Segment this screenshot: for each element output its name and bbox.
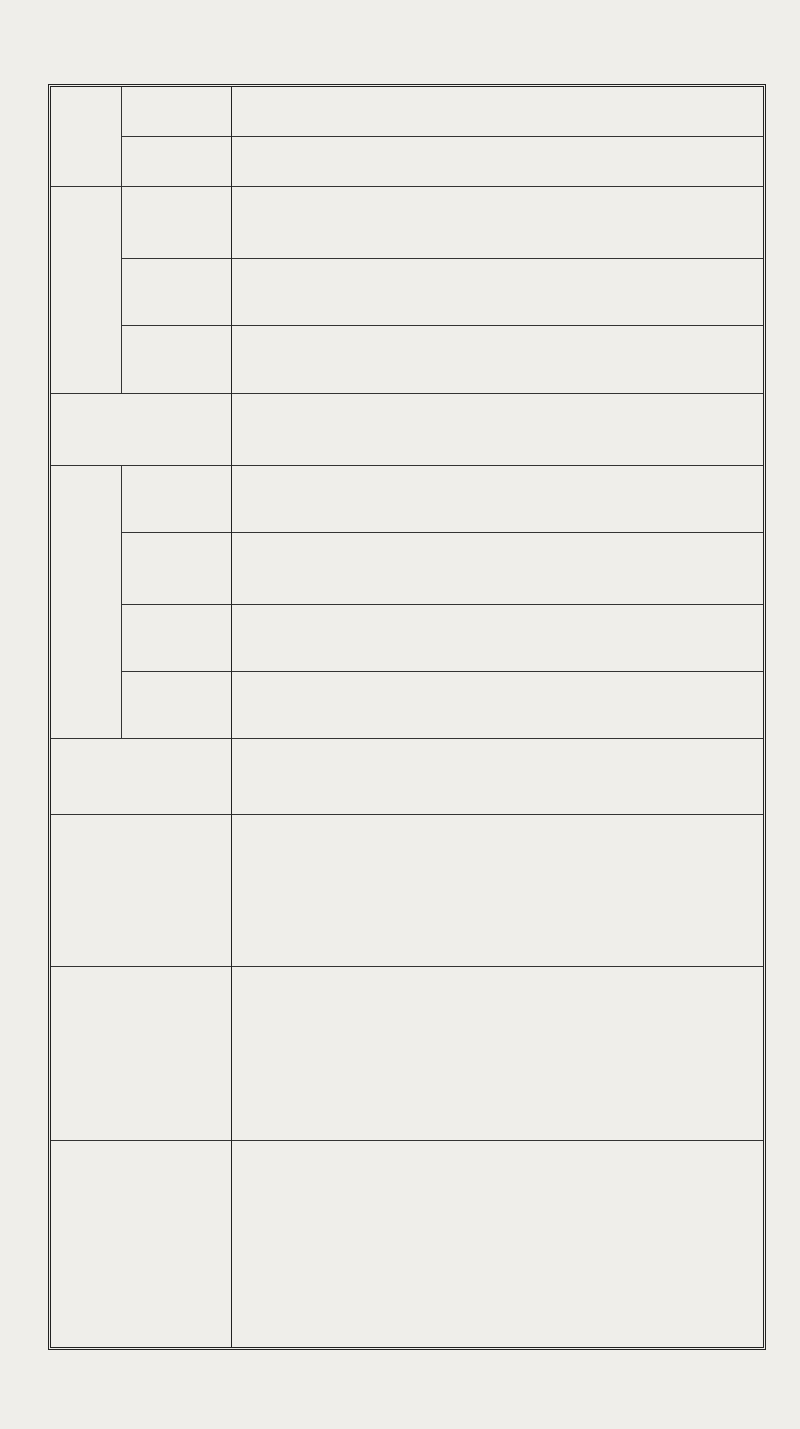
value-cell-oxy	[455, 87, 483, 137]
value-cell-coke	[567, 393, 595, 465]
value-cell-hyd	[231, 137, 260, 187]
value-cell-densite	[567, 739, 595, 815]
value-cell-hyd	[343, 137, 371, 187]
value-cell-c	[455, 671, 483, 738]
value-cell-c	[288, 671, 316, 738]
value-cell-densite	[315, 739, 343, 815]
rotated-table-container	[51, 87, 763, 1347]
value-cell-hyd	[595, 137, 623, 187]
header-cendres	[121, 465, 231, 532]
value-cell-coke	[679, 393, 707, 465]
localite-cell	[539, 967, 567, 1141]
value-cell-oa2	[707, 187, 735, 259]
localite-cell	[595, 967, 623, 1141]
value-cell-h2	[455, 259, 483, 326]
value-cell-h2	[231, 259, 260, 326]
value-cell-oa2	[315, 187, 343, 259]
header-oxygene-azote-2	[121, 187, 231, 259]
localite-cell	[483, 967, 511, 1141]
value-cell-h2	[595, 259, 623, 326]
value-cell-c	[231, 671, 260, 738]
nature-cell	[511, 815, 539, 967]
value-cell-densite	[511, 739, 539, 815]
nature-cell	[707, 815, 735, 967]
header-oxygene-azote	[121, 532, 231, 604]
value-cell-oxy	[343, 87, 371, 137]
value-cell-cendres	[595, 465, 623, 532]
value-cell-c2	[427, 326, 455, 393]
value-cell-h2	[623, 259, 651, 326]
value-cell-coke	[455, 393, 483, 465]
value-cell-coke	[511, 393, 539, 465]
header-deduction	[51, 187, 121, 393]
value-cell-h2	[651, 259, 679, 326]
value-cell-oa	[511, 532, 539, 604]
value-cell-h	[371, 604, 399, 671]
header-densite	[51, 739, 231, 815]
value-cell-oa	[679, 532, 707, 604]
value-cell-cendres	[707, 465, 735, 532]
value-cell-oa2	[371, 187, 399, 259]
composition-table	[51, 87, 763, 1347]
value-cell-oa2	[679, 187, 707, 259]
value-cell-oxy	[315, 87, 343, 137]
value-cell-oa2	[399, 187, 427, 259]
value-cell-cendres	[567, 465, 595, 532]
value-cell-cendres	[427, 465, 455, 532]
value-cell-c	[567, 671, 595, 738]
value-cell-oxy	[567, 87, 595, 137]
value-cell-hyd	[288, 137, 316, 187]
designation-cell	[399, 1141, 483, 1347]
value-cell-oa	[567, 532, 595, 604]
header-localites	[51, 967, 231, 1141]
value-cell-c2	[679, 326, 707, 393]
value-cell-oa	[427, 532, 455, 604]
value-cell-c	[679, 671, 707, 738]
value-cell-cendres	[511, 465, 539, 532]
value-cell-densite	[539, 739, 567, 815]
value-cell-hyd	[707, 137, 735, 187]
value-cell-h2	[260, 259, 288, 326]
value-cell-coke	[371, 393, 399, 465]
value-cell-c	[511, 671, 539, 738]
value-cell-cendres	[343, 465, 371, 532]
value-cell-oxy	[288, 87, 316, 137]
value-cell-cendres	[539, 465, 567, 532]
value-cell-coke	[651, 393, 679, 465]
value-cell-densite	[288, 739, 316, 815]
value-cell-h2	[567, 259, 595, 326]
value-cell-coke	[539, 393, 567, 465]
value-cell-hyd	[483, 137, 511, 187]
value-cell-densite	[371, 739, 399, 815]
nature-cell	[399, 815, 427, 967]
value-cell-c	[623, 671, 651, 738]
localite-cell	[231, 967, 260, 1141]
designation-cell	[483, 1141, 539, 1347]
value-cell-cendres	[288, 465, 316, 532]
table-row	[399, 87, 427, 1347]
value-cell-densite	[595, 739, 623, 815]
value-cell-hyd	[399, 137, 427, 187]
value-cell-hyd	[371, 137, 399, 187]
value-cell-c2	[231, 326, 260, 393]
value-cell-h2	[343, 259, 371, 326]
value-cell-densite	[343, 739, 371, 815]
designation-cell	[315, 1141, 399, 1347]
header-designation	[51, 1141, 231, 1347]
value-cell-hyd	[623, 137, 651, 187]
value-cell-c2	[707, 326, 735, 393]
localite-cell	[567, 967, 595, 1141]
value-cell-h	[539, 604, 567, 671]
value-cell-c2	[735, 326, 763, 393]
value-cell-h2	[539, 259, 567, 326]
header-oxygene	[121, 87, 231, 137]
localite-cell	[735, 967, 763, 1141]
value-cell-oa2	[735, 187, 763, 259]
value-cell-h2	[679, 259, 707, 326]
value-cell-oa	[707, 532, 735, 604]
value-cell-h	[707, 604, 735, 671]
value-cell-oa2	[427, 187, 455, 259]
localite-cell	[315, 967, 343, 1141]
value-cell-oa2	[288, 187, 316, 259]
localite-cell	[679, 967, 707, 1141]
value-cell-cendres	[399, 465, 427, 532]
value-cell-densite	[260, 739, 288, 815]
value-cell-oa	[651, 532, 679, 604]
value-cell-c	[260, 671, 288, 738]
value-cell-densite	[231, 739, 260, 815]
value-cell-hyd	[567, 137, 595, 187]
value-cell-oa	[623, 532, 651, 604]
nature-cell	[231, 815, 260, 967]
value-cell-oa	[343, 532, 371, 604]
value-cell-coke	[735, 393, 763, 465]
value-cell-h2	[707, 259, 735, 326]
value-cell-c	[595, 671, 623, 738]
value-cell-cendres	[260, 465, 288, 532]
value-cell-oa2	[511, 187, 539, 259]
value-cell-h2	[288, 259, 316, 326]
value-cell-c2	[288, 326, 316, 393]
value-cell-c2	[455, 326, 483, 393]
value-cell-oa	[371, 532, 399, 604]
value-cell-cendres	[231, 465, 260, 532]
nature-cell	[623, 815, 651, 967]
value-cell-hyd	[315, 137, 343, 187]
nature-cell	[260, 815, 288, 967]
value-cell-c2	[315, 326, 343, 393]
value-cell-cendres	[371, 465, 399, 532]
value-cell-c2	[260, 326, 288, 393]
value-cell-h2	[315, 259, 343, 326]
table-row	[539, 87, 567, 1347]
value-cell-c	[343, 671, 371, 738]
value-cell-h	[288, 604, 316, 671]
value-cell-c	[651, 671, 679, 738]
value-cell-hyd	[651, 137, 679, 187]
table-row	[315, 87, 343, 1347]
value-cell-h	[343, 604, 371, 671]
value-cell-coke	[231, 393, 260, 465]
value-cell-coke	[399, 393, 427, 465]
nature-cell	[371, 815, 399, 967]
value-cell-c2	[371, 326, 399, 393]
value-cell-cendres	[455, 465, 483, 532]
localite-cell	[260, 967, 288, 1141]
localite-cell	[399, 967, 427, 1141]
value-cell-h	[651, 604, 679, 671]
value-cell-c2	[595, 326, 623, 393]
value-cell-c	[707, 671, 735, 738]
header-composition-brute	[51, 465, 121, 739]
localite-cell	[455, 967, 483, 1141]
value-cell-hyd	[539, 137, 567, 187]
header-hydrogene	[121, 604, 231, 671]
value-cell-h	[679, 604, 707, 671]
value-cell-oxy	[260, 87, 288, 137]
value-cell-oa2	[231, 187, 260, 259]
value-cell-cendres	[651, 465, 679, 532]
value-cell-c	[735, 671, 763, 738]
nature-cell	[483, 815, 511, 967]
value-cell-densite	[455, 739, 483, 815]
value-cell-densite	[679, 739, 707, 815]
value-cell-h	[427, 604, 455, 671]
value-cell-h	[567, 604, 595, 671]
localite-cell	[511, 967, 539, 1141]
value-cell-h	[595, 604, 623, 671]
value-cell-coke	[595, 393, 623, 465]
value-cell-oa	[483, 532, 511, 604]
value-cell-oa2	[651, 187, 679, 259]
value-cell-hyd	[735, 137, 763, 187]
value-cell-coke	[483, 393, 511, 465]
header-carbone-2	[121, 326, 231, 393]
value-cell-c2	[399, 326, 427, 393]
value-cell-coke	[623, 393, 651, 465]
nature-cell	[735, 815, 763, 967]
table-body	[231, 87, 763, 1347]
value-cell-oa	[231, 532, 260, 604]
value-cell-oxy	[595, 87, 623, 137]
value-cell-h	[483, 604, 511, 671]
header-hydrogene-2	[121, 259, 231, 326]
value-cell-c	[399, 671, 427, 738]
nature-cell	[539, 815, 567, 967]
value-cell-oxy	[399, 87, 427, 137]
value-cell-cendres	[735, 465, 763, 532]
nature-cell	[651, 815, 679, 967]
value-cell-c2	[539, 326, 567, 393]
localite-cell	[371, 967, 399, 1141]
value-cell-densite	[707, 739, 735, 815]
value-cell-c2	[651, 326, 679, 393]
localite-cell	[707, 967, 735, 1141]
value-cell-densite	[399, 739, 427, 815]
value-cell-oxy	[679, 87, 707, 137]
value-cell-cendres	[623, 465, 651, 532]
value-cell-h	[260, 604, 288, 671]
localite-cell	[343, 967, 371, 1141]
nature-cell	[567, 815, 595, 967]
value-cell-densite	[483, 739, 511, 815]
value-cell-oa2	[567, 187, 595, 259]
value-cell-oxy	[651, 87, 679, 137]
value-cell-h2	[371, 259, 399, 326]
value-cell-oxy	[371, 87, 399, 137]
value-cell-c2	[343, 326, 371, 393]
value-cell-cendres	[483, 465, 511, 532]
value-cell-c	[315, 671, 343, 738]
value-cell-c	[483, 671, 511, 738]
value-cell-h2	[735, 259, 763, 326]
nature-cell	[315, 815, 343, 967]
value-cell-coke	[707, 393, 735, 465]
value-cell-oxy	[735, 87, 763, 137]
value-cell-oa2	[539, 187, 567, 259]
value-cell-hyd	[455, 137, 483, 187]
value-cell-hyd	[427, 137, 455, 187]
value-cell-hyd	[260, 137, 288, 187]
value-cell-h	[455, 604, 483, 671]
value-cell-hyd	[679, 137, 707, 187]
localite-cell	[651, 967, 679, 1141]
designation-cell	[231, 1141, 315, 1347]
value-cell-c2	[511, 326, 539, 393]
value-cell-c2	[483, 326, 511, 393]
value-cell-c	[539, 671, 567, 738]
nature-cell	[343, 815, 371, 967]
value-cell-c2	[567, 326, 595, 393]
value-cell-densite	[735, 739, 763, 815]
value-cell-oa2	[623, 187, 651, 259]
value-cell-h	[231, 604, 260, 671]
value-cell-oxy	[511, 87, 539, 137]
value-cell-h	[623, 604, 651, 671]
nature-cell	[427, 815, 455, 967]
value-cell-oxy	[539, 87, 567, 137]
value-cell-oa2	[260, 187, 288, 259]
header-hydrogene-3	[121, 137, 231, 187]
table-row	[483, 87, 511, 1347]
designation-cell	[539, 1141, 763, 1347]
value-cell-hyd	[511, 137, 539, 187]
value-cell-coke	[288, 393, 316, 465]
value-cell-oxy	[707, 87, 735, 137]
value-cell-c	[427, 671, 455, 738]
nature-cell	[679, 815, 707, 967]
value-cell-oa	[595, 532, 623, 604]
table-frame	[48, 84, 766, 1350]
value-cell-densite	[651, 739, 679, 815]
value-cell-oxy	[623, 87, 651, 137]
value-cell-oa	[735, 532, 763, 604]
value-cell-coke	[343, 393, 371, 465]
header-coke	[51, 393, 231, 465]
value-cell-oa	[399, 532, 427, 604]
value-cell-oa	[455, 532, 483, 604]
localite-cell	[427, 967, 455, 1141]
value-cell-cendres	[679, 465, 707, 532]
value-cell-coke	[260, 393, 288, 465]
localite-cell	[623, 967, 651, 1141]
value-cell-oa	[288, 532, 316, 604]
value-cell-h2	[399, 259, 427, 326]
value-cell-densite	[623, 739, 651, 815]
value-cell-c2	[623, 326, 651, 393]
value-cell-c	[371, 671, 399, 738]
value-cell-oa2	[343, 187, 371, 259]
header-carbone	[121, 671, 231, 738]
value-cell-oa	[260, 532, 288, 604]
value-cell-oa2	[483, 187, 511, 259]
value-cell-coke	[315, 393, 343, 465]
value-cell-oxy	[483, 87, 511, 137]
value-cell-densite	[427, 739, 455, 815]
value-cell-h	[399, 604, 427, 671]
value-cell-h	[315, 604, 343, 671]
value-cell-oa	[315, 532, 343, 604]
value-cell-cendres	[315, 465, 343, 532]
value-cell-h2	[511, 259, 539, 326]
value-cell-h2	[483, 259, 511, 326]
value-cell-h2	[427, 259, 455, 326]
header-nature	[51, 815, 231, 967]
value-cell-h	[511, 604, 539, 671]
value-cell-coke	[427, 393, 455, 465]
nature-cell	[455, 815, 483, 967]
header-equiv	[51, 87, 121, 187]
value-cell-oxy	[427, 87, 455, 137]
table-row	[231, 87, 260, 1347]
value-cell-h	[735, 604, 763, 671]
value-cell-oxy	[231, 87, 260, 137]
nature-cell	[595, 815, 623, 967]
localite-cell	[288, 967, 316, 1141]
value-cell-oa2	[455, 187, 483, 259]
nature-cell	[288, 815, 316, 967]
value-cell-oa2	[595, 187, 623, 259]
value-cell-oa	[539, 532, 567, 604]
